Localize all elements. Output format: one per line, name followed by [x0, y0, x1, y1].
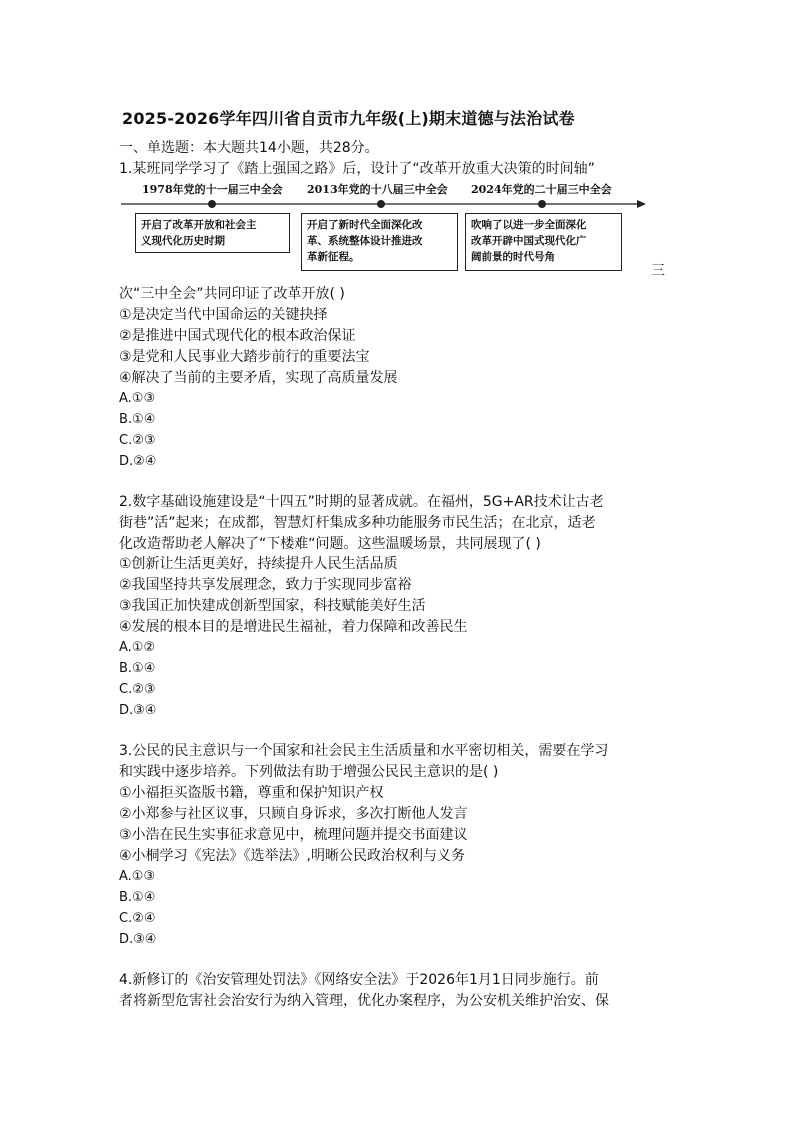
timeline-box-2013-line3: 革新征程。	[307, 251, 360, 263]
timeline-box-2024-line1: 吹响了以进一步全面深化	[471, 219, 587, 231]
q3-option-d[interactable]: D.③④	[119, 932, 157, 947]
q1-option-c[interactable]: C.②③	[119, 433, 156, 448]
q1-option-b[interactable]: B.①④	[119, 412, 156, 427]
q3-option-c[interactable]: C.②④	[119, 911, 156, 926]
q1-option-a[interactable]: A.①③	[119, 391, 156, 406]
q4-stem-1: 4.新修订的《治安管理处罚法》《网络安全法》于2026年1月1日同步施行。前	[119, 972, 599, 988]
q4-stem-2: 者将新型危害社会治安行为纳入管理，优化办案程序，为公安机关维护治安、保	[119, 993, 609, 1009]
q1-item-2: ②是推进中国式现代化的根本政治保证	[119, 328, 356, 344]
timeline-dot-2013	[377, 200, 385, 208]
timeline-axis	[119, 196, 649, 212]
q1-stem-b: 次“三中全会”共同印证了改革开放( )	[119, 286, 345, 302]
q2-item-3: ③我国正加快建成创新型国家，科技赋能美好生活	[119, 598, 426, 614]
q3-stem-1: 3.公民的民主意识与一个国家和社会民主生活质量和水平密切相关，需要在学习	[119, 743, 609, 759]
q2-stem-3: 化改造帮助老人解决了“下楼难“问题。这些温暖场景，共同展现了( )	[119, 536, 541, 552]
timeline-box-2024-line3: 阔前景的时代号角	[471, 251, 555, 263]
timeline-box-2013	[301, 213, 458, 271]
q1-option-d[interactable]: D.②④	[119, 454, 157, 469]
timeline-year-1978: 1978年党的十一届三中全会	[142, 183, 283, 196]
timeline-trailing-char: 三	[651, 263, 665, 279]
timeline-dot-2024	[538, 200, 546, 208]
q3-item-2: ②小郑参与社区议事，只顾自身诉求，多次打断他人发言	[119, 806, 468, 822]
timeline-box-2024-line2: 改革开辟中国式现代化广	[471, 235, 587, 247]
q2-option-b[interactable]: B.①④	[119, 661, 156, 676]
q3-item-4: ④小桐学习《宪法》《选举法》,明晰公民政治权利与义务	[119, 848, 465, 864]
q2-stem-1: 2.数字基础设施建设是“十四五”时期的显著成就。在福州，5G+AR技术让古老	[119, 494, 604, 510]
q3-option-b[interactable]: B.①④	[119, 890, 156, 905]
q2-item-1: ①创新让生活更美好，持续提升人民生活品质	[119, 556, 398, 572]
timeline-year-2013: 2013年党的十八届三中全会	[307, 183, 448, 196]
timeline-box-1978-line2: 义现代化历史时期	[141, 235, 225, 247]
timeline-box-1978-line1: 开启了改革开放和社会主	[141, 219, 257, 231]
q1-item-3: ③是党和人民事业大踏步前行的重要法宝	[119, 349, 370, 365]
timeline-dot-1978	[208, 200, 216, 208]
q2-item-2: ②我国坚持共享发展理念，致力于实现同步富裕	[119, 577, 412, 593]
timeline-year-2024: 2024年党的二十届三中全会	[471, 183, 612, 196]
q2-option-a[interactable]: A.①②	[119, 640, 156, 655]
exam-title: 2025-2026学年四川省自贡市九年级(上)期末道德与法治试卷	[122, 109, 575, 128]
q2-stem-2: 街巷”活”起来；在成都，智慧灯杆集成多种功能服务市民生活；在北京，适老	[119, 515, 596, 531]
q2-option-c[interactable]: C.②③	[119, 682, 156, 697]
q3-option-a[interactable]: A.①③	[119, 869, 156, 884]
q3-stem-2: 和实践中逐步培养。下列做法有助于增强公民民主意识的是( )	[119, 764, 499, 780]
q3-item-1: ①小福拒买盗版书籍，尊重和保护知识产权	[119, 785, 384, 801]
timeline-box-2024	[465, 213, 622, 271]
q1-item-4: ④解决了当前的主要矛盾，实现了高质量发展	[119, 370, 398, 386]
section-heading: 一、单选题：本大题共14小题，共28分。	[119, 140, 379, 156]
q2-item-4: ④发展的根本目的是增进民生福祉，着力保障和改善民生	[119, 619, 468, 635]
q2-option-d[interactable]: D.③④	[119, 703, 157, 718]
q1-stem-a: 1.某班同学学习了《踏上强国之路》后，设计了“改革开放重大决策的时间轴”	[119, 161, 595, 177]
q1-item-1: ①是决定当代中国命运的关键抉择	[119, 307, 328, 323]
timeline-box-2013-line2: 革、系统整体设计推进改	[307, 235, 423, 247]
q3-item-3: ③小浩在民生实事征求意见中，梳理问题并提交书面建议	[119, 827, 468, 843]
timeline-box-1978	[135, 213, 290, 253]
timeline-box-2013-line1: 开启了新时代全面深化改	[307, 219, 423, 231]
